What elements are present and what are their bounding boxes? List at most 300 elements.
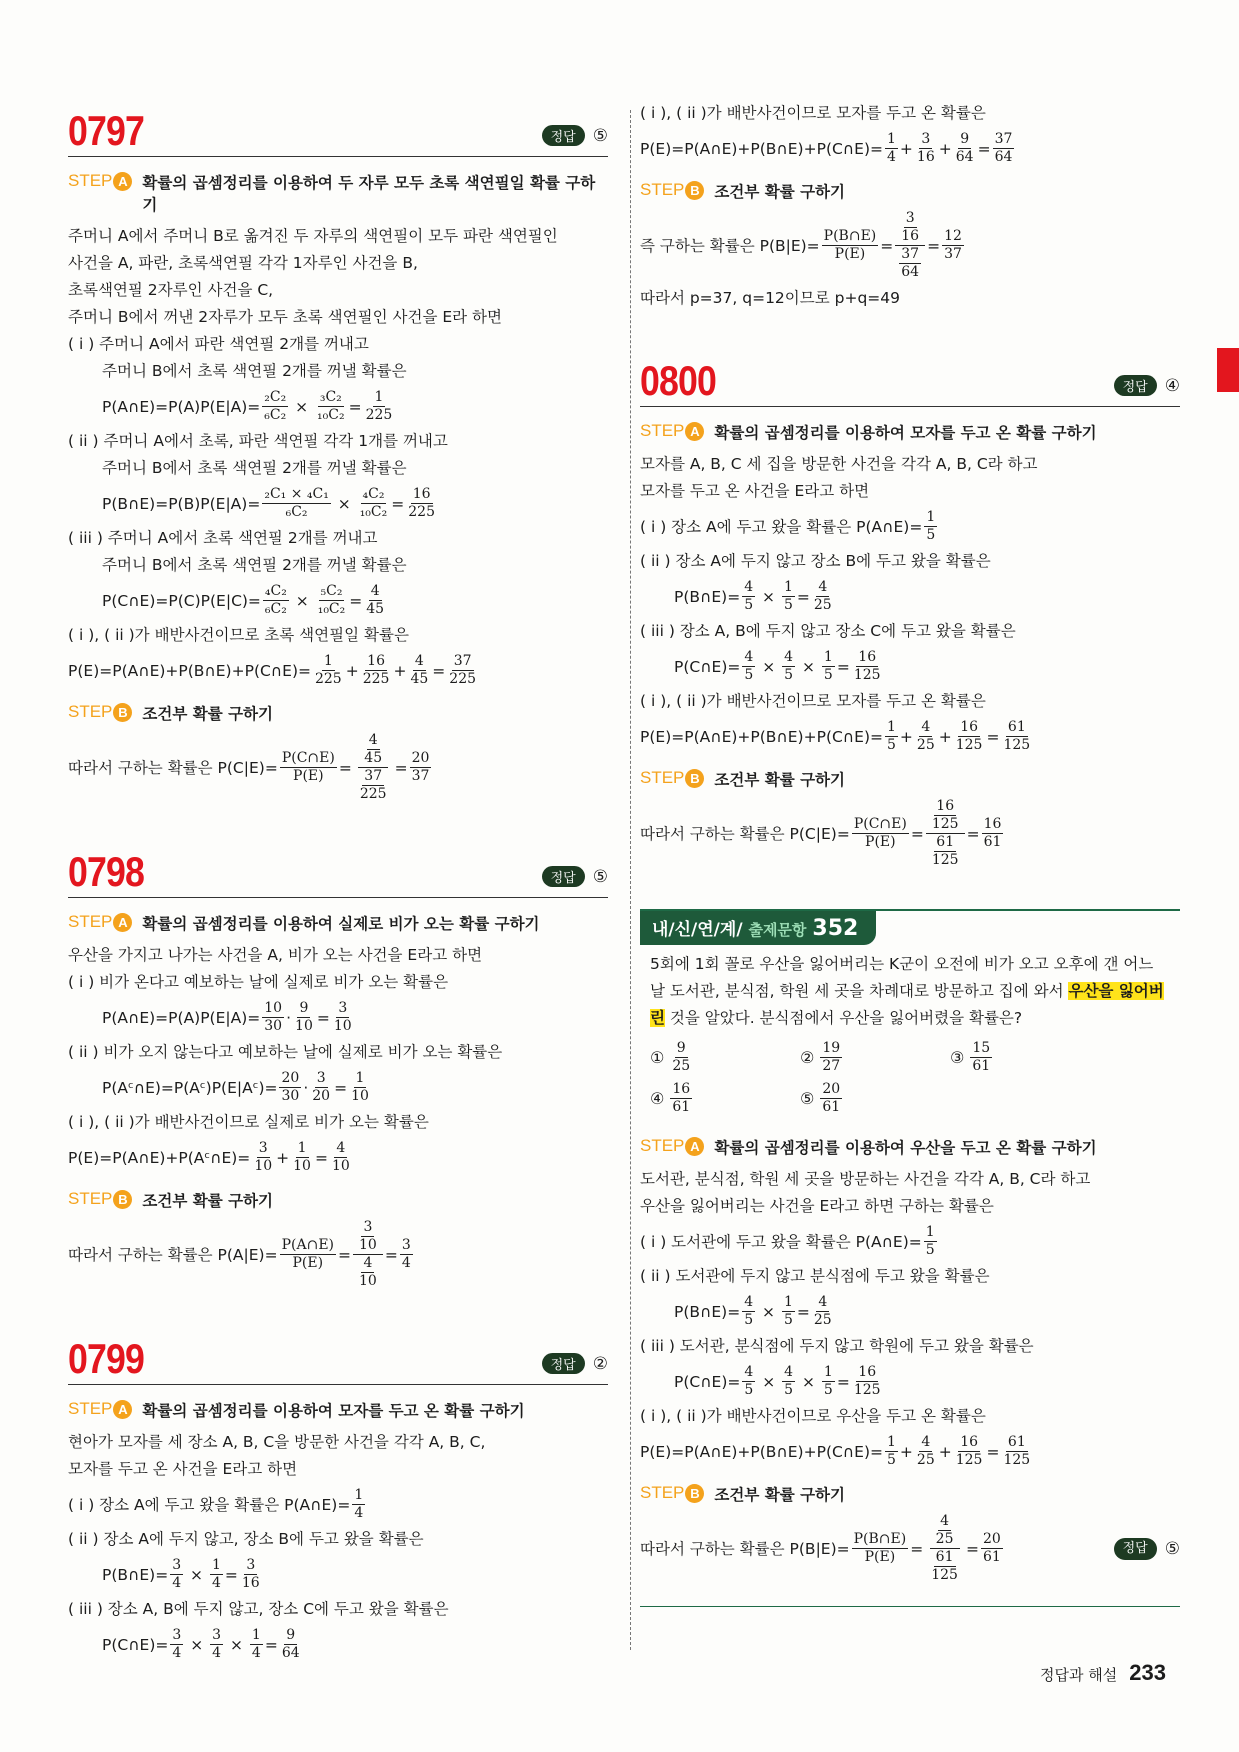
step-heading <box>68 702 608 724</box>
numerator: P(C∩E) <box>281 750 335 766</box>
numerator: ₃C₂ <box>319 389 342 405</box>
answer-badge: 정답 <box>542 125 585 146</box>
step-heading <box>68 1189 608 1211</box>
choice-option[interactable] <box>650 1040 800 1075</box>
fraction <box>262 389 288 424</box>
denominator: 45 <box>410 671 429 687</box>
solution-line <box>68 455 608 482</box>
step-label <box>640 1136 704 1158</box>
fraction <box>742 1294 755 1329</box>
fraction <box>915 719 937 754</box>
step-label <box>68 702 132 724</box>
math-text: = <box>224 1565 238 1584</box>
denominator: 5 <box>784 667 794 683</box>
question-text <box>650 951 1170 1032</box>
numerator: 3 <box>258 1140 268 1156</box>
step-word: STEP <box>640 1483 685 1502</box>
denominator: 125 <box>853 1382 881 1398</box>
fraction <box>742 579 755 614</box>
math-text: 우산을 잃어버리는 사건을 E라고 하면 구하는 확률은 <box>640 1197 994 1215</box>
numerator: 3 <box>172 1557 182 1573</box>
fraction <box>313 653 344 688</box>
step-heading <box>68 912 608 934</box>
math-text: = <box>986 727 1000 746</box>
math-text: P(E)=P(A∩E)+P(B∩E)+P(C∩E)= <box>640 727 883 746</box>
fraction <box>358 486 390 521</box>
math-text: 현아가 모자를 세 장소 A, B, C을 방문한 사건을 각각 A, B, C, <box>68 1433 486 1451</box>
numerator: 3 <box>363 1219 373 1235</box>
numerator: 1 <box>926 509 936 525</box>
answer-choice: ⑤ <box>1164 1538 1180 1559</box>
fraction <box>357 1255 379 1290</box>
denominator: 4 <box>212 1645 222 1661</box>
solution-line <box>640 1263 1180 1290</box>
denominator: 64 <box>901 264 920 280</box>
solution-line <box>640 1193 1180 1220</box>
denominator: 45 <box>364 750 383 766</box>
fraction <box>354 732 393 803</box>
numerator: 4 <box>940 1513 950 1529</box>
fraction <box>670 1081 692 1116</box>
numerator <box>930 1513 960 1549</box>
math-text: P(E)=P(A∩E)+P(B∩E)+P(C∩E)= <box>640 139 883 158</box>
math-text: 주머니 B에서 초록 색연필 2개를 꺼낼 확률은 <box>102 556 407 574</box>
solution-line <box>640 1513 1180 1584</box>
denominator: 64 <box>994 149 1013 165</box>
fraction <box>408 653 430 688</box>
numerator: 16 <box>960 719 979 735</box>
math-text: P(Aᶜ∩E)=P(Aᶜ)P(E|Aᶜ)= <box>102 1078 278 1097</box>
fraction <box>929 1549 960 1584</box>
denominator: 4 <box>211 1575 221 1591</box>
denominator: 4 <box>886 149 896 165</box>
answer-label <box>542 866 608 887</box>
numerator: 37 <box>994 131 1013 147</box>
math-text: 따라서 구하는 확률은 P(B|E)= <box>640 1539 850 1558</box>
numerator: 20 <box>281 1070 300 1086</box>
denominator: P(E) <box>292 1255 324 1271</box>
fraction <box>954 1434 985 1469</box>
fraction <box>822 649 835 684</box>
numerator: 1 <box>354 1487 364 1503</box>
denominator: 5 <box>744 1382 754 1398</box>
solution-line <box>68 1219 608 1290</box>
numerator: 4 <box>744 649 754 665</box>
solution-line <box>640 1364 1180 1399</box>
numerator: 16 <box>367 653 385 669</box>
numerator: 16 <box>936 798 955 814</box>
fraction <box>820 1040 842 1075</box>
denominator: 20 <box>312 1088 331 1104</box>
solution-line <box>68 1627 608 1662</box>
step-label <box>640 421 704 443</box>
solution-line <box>68 428 608 455</box>
fraction <box>942 228 964 263</box>
math-text: P(B∩E)= <box>102 1565 169 1584</box>
numerator: 12 <box>944 228 962 244</box>
solution-line <box>68 583 608 618</box>
answer-choice: ⑤ <box>592 125 608 146</box>
denominator: 30 <box>281 1088 300 1104</box>
numerator: 37 <box>364 768 383 784</box>
step-title: 확률의 곱셈정리를 이용하여 모자를 두고 온 확률 구하기 <box>714 424 1097 442</box>
denominator: ₆C₂ <box>285 504 308 520</box>
numerator: 4 <box>336 1140 346 1156</box>
math-text: 모자를 두고 온 사건을 E라고 하면 <box>640 482 870 500</box>
denominator: 25 <box>935 1531 954 1547</box>
step-word: STEP <box>68 171 113 190</box>
step-word: STEP <box>640 1136 685 1155</box>
fraction <box>357 1219 379 1254</box>
fraction <box>332 1000 354 1035</box>
math-text: = <box>977 139 991 158</box>
answer-badge: 정답 <box>542 866 585 887</box>
fraction <box>291 1140 313 1175</box>
math-text: + <box>938 1442 952 1461</box>
numerator: 15 <box>972 1040 991 1056</box>
math-text: = <box>314 1148 328 1167</box>
fraction <box>364 389 395 424</box>
numerator: ₄C₂ <box>264 583 287 599</box>
step-heading <box>68 171 608 215</box>
step-letter-icon: A <box>113 913 132 932</box>
numerator: 4 <box>744 1364 754 1380</box>
right-column <box>640 100 1180 1607</box>
step-title: 조건부 확률 구하기 <box>142 1192 273 1210</box>
numerator: 1 <box>886 1434 896 1450</box>
denominator: 16 <box>901 228 920 244</box>
numerator: 20 <box>982 1531 1001 1547</box>
fraction <box>852 1531 909 1566</box>
numerator: 1 <box>886 719 896 735</box>
numerator: P(A∩E) <box>281 1237 334 1253</box>
fraction <box>993 131 1015 166</box>
math-text: = <box>394 758 408 777</box>
fraction <box>981 1531 1003 1566</box>
math-text: × <box>332 494 356 513</box>
step-label <box>640 768 704 790</box>
solution-line <box>640 478 1180 505</box>
math-text: = <box>349 591 363 610</box>
denominator: 125 <box>1003 737 1031 753</box>
step-word: STEP <box>640 768 685 787</box>
step-word: STEP <box>68 1189 113 1208</box>
numerator: 20 <box>822 1081 841 1097</box>
denominator: ₁₀C₂ <box>359 504 388 520</box>
step-title: 확률의 곱셈정리를 이용하여 우산을 두고 온 확률 구하기 <box>714 1139 1097 1157</box>
fraction <box>982 816 1004 851</box>
fraction <box>915 1434 937 1469</box>
numerator <box>926 798 965 834</box>
fraction <box>364 583 386 618</box>
step-word: STEP <box>68 702 113 721</box>
math-text: × <box>797 657 820 676</box>
answer-choice: ⑤ <box>592 866 608 887</box>
denominator: 5 <box>823 1382 833 1398</box>
solution-line <box>640 1224 1180 1259</box>
math-text: = <box>334 1078 348 1097</box>
solution-line <box>68 1109 608 1136</box>
numerator: ₅C₂ <box>320 583 343 599</box>
numerator: P(C∩E) <box>853 816 907 832</box>
math-text: ( ii ) 도서관에 두지 않고 분식점에 두고 왔을 확률은 <box>640 1267 990 1285</box>
numerator: 9 <box>676 1040 686 1056</box>
numerator <box>353 1219 383 1255</box>
denominator: P(E) <box>864 1549 896 1565</box>
denominator: 225 <box>449 671 477 687</box>
math-text: × <box>225 1635 248 1654</box>
fraction <box>926 798 965 869</box>
numerator: 4 <box>744 1294 754 1310</box>
choice-option[interactable] <box>650 1081 800 1116</box>
fraction <box>782 649 795 684</box>
numerator: 16 <box>412 486 431 502</box>
fraction <box>934 1513 956 1548</box>
answer-label <box>1114 1538 1180 1560</box>
math-text: 초록색연필 2자루인 사건을 C, <box>68 281 274 299</box>
numerator: 1 <box>297 1140 307 1156</box>
math-text: 도서관, 분식점, 학원 세 곳을 방문하는 사건을 각각 A, B, C라 하고 <box>640 1170 1091 1188</box>
step-heading <box>640 768 1180 790</box>
fraction <box>170 1557 183 1592</box>
math-text: = <box>796 587 810 606</box>
question-pre: 5회에 1회 꼴로 우산을 잃어버리는 K군이 오전에 비가 오고 오후에 갠 어느 날 도서관, 분식점, 학원 세 곳을 차례대로 방문하고 집에 와서 <box>650 955 1154 1000</box>
math-text: ( i ), ( ii )가 배반사건이므로 모자를 두고 온 확률은 <box>640 692 986 710</box>
step-letter-icon: A <box>685 1137 704 1156</box>
math-text: × <box>757 1372 781 1391</box>
footer-label: 정답과 해설 <box>1040 1666 1118 1684</box>
denominator: 225 <box>408 504 435 520</box>
fraction <box>250 1627 263 1662</box>
math-text: P(C∩E)= <box>674 1372 741 1391</box>
denominator: 4 <box>172 1575 182 1591</box>
denominator: 125 <box>931 852 959 868</box>
math-text: = <box>316 1008 330 1027</box>
problem-number: 0799 <box>68 1335 145 1382</box>
fraction <box>899 210 921 245</box>
solution-line <box>68 250 608 277</box>
solution-line <box>68 1557 608 1592</box>
math-text: ( ii ) 장소 A에 두지 않고, 장소 B에 두고 왔을 확률은 <box>68 1530 424 1548</box>
solution-line <box>640 719 1180 754</box>
numerator: 3 <box>316 1070 326 1086</box>
solution-line <box>68 552 608 579</box>
denominator: 61 <box>972 1058 991 1074</box>
math-text: = <box>384 1245 398 1264</box>
step-heading <box>68 1399 608 1421</box>
math-text: 주머니 B에서 초록 색연필 2개를 꺼낼 확률은 <box>102 362 407 380</box>
numerator: 4 <box>368 732 378 748</box>
math-text: ( i ) 장소 A에 두고 왔을 확률은 P(A∩E)= <box>640 517 923 536</box>
math-text: ( i ), ( ii )가 배반사건이므로 실제로 비가 오는 확률은 <box>68 1113 429 1131</box>
math-text: 즉 구하는 확률은 P(B|E)= <box>640 236 820 255</box>
solution-line <box>640 688 1180 715</box>
denominator: 30 <box>264 1018 283 1034</box>
problem-header <box>68 1335 608 1385</box>
solution-line <box>68 1429 608 1456</box>
denominator: 25 <box>813 1312 832 1328</box>
denominator: 10 <box>351 1088 369 1104</box>
math-text: 사건을 A, 파란, 초록색연필 각각 1자루인 사건을 B, <box>68 254 418 272</box>
denominator: 225 <box>362 671 390 687</box>
math-text: × <box>757 1302 780 1321</box>
fraction <box>852 1364 883 1399</box>
fraction <box>1001 1434 1032 1469</box>
math-text: = <box>986 1442 1000 1461</box>
problem-header <box>68 848 608 898</box>
step-letter-icon: B <box>113 703 132 722</box>
fraction <box>315 389 347 424</box>
fraction <box>280 750 337 785</box>
denominator: ₁₀C₂ <box>317 601 346 617</box>
math-text: 따라서 구하는 확률은 P(C|E)= <box>68 758 278 777</box>
denominator: 25 <box>672 1058 691 1074</box>
answer-label <box>542 1353 608 1374</box>
math-text: 따라서 p=37, q=12이므로 p+q=49 <box>640 289 901 307</box>
math-text: ( i ) 도서관에 두고 왔을 확률은 P(A∩E)= <box>640 1232 922 1251</box>
math-text: ( i ), ( ii )가 배반사건이므로 초록 색연필일 확률은 <box>68 626 409 644</box>
step-letter-icon: A <box>685 422 704 441</box>
step-word: STEP <box>68 1399 113 1418</box>
fraction <box>406 486 437 521</box>
fraction <box>885 1434 898 1469</box>
denominator: 64 <box>281 1645 300 1661</box>
fraction <box>782 1294 795 1329</box>
fraction <box>970 1040 992 1075</box>
fraction <box>782 579 795 614</box>
denominator: 10 <box>293 1158 311 1174</box>
step-letter-icon: B <box>685 769 704 788</box>
denominator: 125 <box>955 737 983 753</box>
numerator: P(B∩E) <box>853 1531 907 1547</box>
fraction <box>353 1219 383 1290</box>
numerator: 3 <box>921 131 931 147</box>
solution-line <box>640 1294 1180 1329</box>
numerator: 9 <box>286 1627 296 1643</box>
fraction <box>280 1627 302 1662</box>
step-letter-icon: B <box>685 181 704 200</box>
denominator: 61 <box>982 1549 1001 1565</box>
fraction <box>361 653 392 688</box>
fraction <box>1001 719 1032 754</box>
solution-line <box>68 1070 608 1105</box>
numerator: 4 <box>921 719 931 735</box>
numerator: 4 <box>784 1364 794 1380</box>
solution-line <box>68 1456 608 1483</box>
step-label <box>68 171 132 215</box>
answer-choice: ② <box>592 1353 608 1374</box>
denominator: 4 <box>172 1645 182 1661</box>
math-text: = <box>836 657 850 676</box>
math-text: P(C∩E)=P(C)P(E|C)= <box>102 591 261 610</box>
fraction <box>410 750 432 785</box>
solution-line <box>640 100 1180 127</box>
fraction <box>362 732 384 767</box>
solution-line <box>68 1526 608 1553</box>
choice-option[interactable] <box>950 1040 1100 1075</box>
step-heading <box>640 1483 1180 1505</box>
denominator: 125 <box>853 667 881 683</box>
solution-line <box>640 451 1180 478</box>
fraction <box>670 1040 692 1075</box>
step-heading <box>640 1136 1180 1158</box>
step-label <box>68 912 132 934</box>
math-text: ( iii ) 장소 A, B에 두지 않고 장소 C에 두고 왔을 확률은 <box>640 622 1016 640</box>
math-text: 모자를 두고 온 사건을 E라고 하면 <box>68 1460 298 1478</box>
math-text: + <box>899 139 913 158</box>
solution-line <box>640 131 1180 166</box>
numerator: 4 <box>921 1434 931 1450</box>
step-word: STEP <box>640 421 685 440</box>
choice-option[interactable] <box>800 1040 950 1075</box>
answer-badge: 정답 <box>542 1353 585 1374</box>
fraction <box>400 1237 413 1272</box>
denominator: 5 <box>784 1382 794 1398</box>
math-text: 주머니 B에서 꺼낸 2자루가 모두 초록 색연필인 사건을 E라 하면 <box>68 308 502 326</box>
fraction <box>349 1070 371 1105</box>
fraction <box>447 653 478 688</box>
denominator: 37 <box>944 246 962 262</box>
answer-label <box>1114 375 1180 396</box>
numerator: 1 <box>211 1557 221 1573</box>
solution-line <box>640 1333 1180 1360</box>
solution-line <box>68 969 608 996</box>
math-text: + <box>938 727 952 746</box>
tab-number: 352 <box>812 916 859 941</box>
math-text: = <box>338 758 352 777</box>
fraction <box>252 1140 274 1175</box>
math-text: 주머니 A에서 주머니 B로 옮겨진 두 자루의 색연필이 모두 파란 색연필인 <box>68 227 558 245</box>
denominator: 25 <box>813 597 832 613</box>
fraction <box>925 1513 964 1584</box>
numerator: 3 <box>172 1627 182 1643</box>
step-label <box>68 1189 132 1211</box>
denominator: P(E) <box>293 768 324 784</box>
numerator: ₂C₁ × ₄C₁ <box>264 486 329 502</box>
math-text: · <box>286 1008 292 1027</box>
denominator: 225 <box>314 671 342 687</box>
denominator: 5 <box>926 527 936 543</box>
math-text: + <box>276 1148 290 1167</box>
denominator: 125 <box>931 1567 958 1583</box>
choice-mark: ③ <box>950 1048 965 1067</box>
math-text: = <box>796 1302 810 1321</box>
numerator: 1 <box>823 649 833 665</box>
solution-line <box>68 1140 608 1175</box>
solution-line <box>640 548 1180 575</box>
fraction <box>885 719 898 754</box>
choice-mark: ④ <box>650 1089 665 1108</box>
math-text: × <box>185 1565 208 1584</box>
choice-option[interactable] <box>800 1081 950 1116</box>
math-text: · <box>303 1078 309 1097</box>
math-text: = <box>338 1245 351 1264</box>
solution-line <box>68 331 608 358</box>
solution-line <box>68 622 608 649</box>
math-text: ( ii ) 비가 오지 않는다고 예보하는 날에 실제로 비가 오는 확률은 <box>68 1043 503 1061</box>
solution-line <box>68 1039 608 1066</box>
numerator <box>895 210 925 246</box>
numerator <box>358 732 388 768</box>
solution-line <box>68 942 608 969</box>
math-text: = <box>965 1539 979 1558</box>
numerator: 1 <box>783 579 793 595</box>
math-text: ( i ), ( ii )가 배반사건이므로 모자를 두고 온 확률은 <box>640 104 986 122</box>
numerator: 61 <box>936 834 955 850</box>
solution-line <box>640 285 1180 312</box>
math-text: = <box>910 1539 924 1558</box>
step-title: 조건부 확률 구하기 <box>142 705 273 723</box>
